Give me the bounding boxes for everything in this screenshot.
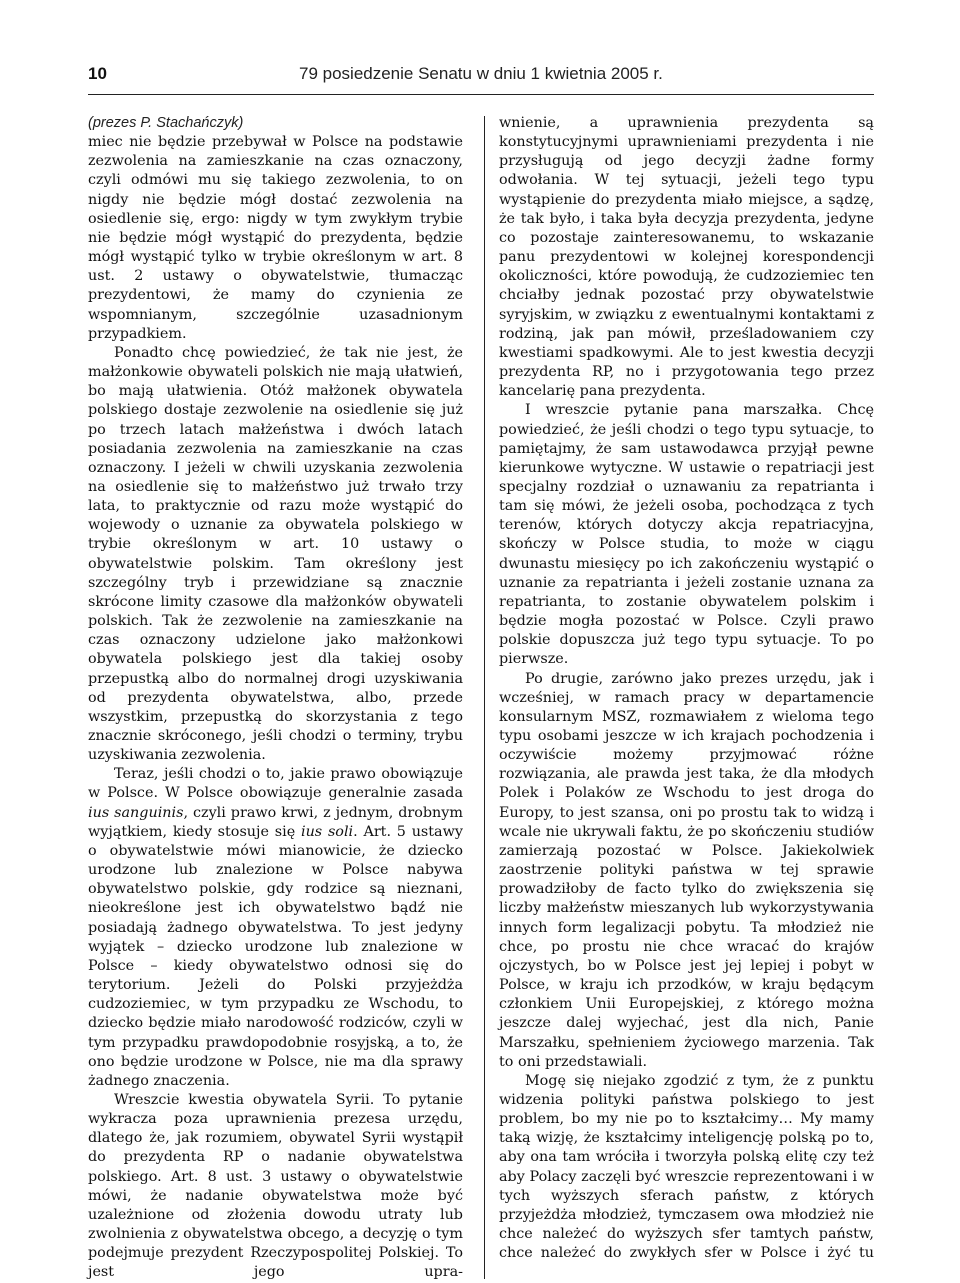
text-run: Teraz, jeśli chodzi o to, jakie prawo obowiązuje w Polsce. W Polsce obowiązuje generalnie zasada [88, 766, 463, 802]
right-paragraph-1: wnienie, a uprawnienia prezydenta są konstytucyjnymi uprawnieniami prezydenta i nie przysługują od jego decyzji żadne formy odwołania. W tej sytuacji, jeżeli tego typu wystąpienie do prezydenta miało miejsce, a sądzę, że tak było, i taka była decyzja prezydenta, jedyne co pozostaje zainteresowanemu, to wskazanie panu prezydentowi w kolejnej korespondencji okoliczności, które powodują, że cudzoziemiec ten chciałby jednak pozostać przy obywatelstwie syryjskim, w związku z ewentualnymi kontaktami z rodziną, jak pan mówił, prześladowaniem czy kwestiami spadkowymi. Ale to jest kwestia decyzji prezydenta RP, no i przygotowania tego przez kancelarię pana prezydenta. [499, 115, 874, 400]
running-title: 79 posiedzenie Senatu w dniu 1 kwietnia 2005 r. [299, 64, 663, 83]
left-paragraph-3 [88, 765, 463, 1091]
right-paragraph-4: Mogę się niejako zgodzić z tym, że z punktu widzenia polityki państwa polskiego to jest problem, bo my nie po to kształcimy… My mamy taką wizję, że kształcimy inteligencję polską po to, aby ona tam wróciła i tworzyła polską elitę czy też aby Polacy zaczęli być wreszcie reprezentowani i w tych wyższych sferach państw, z których przyjeżdża młodzież, tymczasem owa młodzież nie chce należeć do wyższych sfer tamtych państw, chce należeć do zwykłych sfer w Polsce i żyć tu [499, 1072, 874, 1262]
text-run: , czyli prawo krwi, z jednym, drobnym wyjątkiem, kiedy stosuje się [88, 804, 463, 840]
text-run: . Art. 5 ustawy o obywatelstwie mówi mianowicie, że dziecko urodzone lub znalezione w Polsce nabywa obywatelstwo polskie, gdy rodzice są nieznani, nieokreślone jest ich obywatelstwo bądź nie posiadają żadnego obywatelstwa. To jest jedyny wyjątek – dziecko urodzone lub znalezione w Polsce – kiedy obywatelstwo odnosi się do terytorium. Jeżeli do Polski przyjeżdża cudzoziemiec, w tym przypadku ze Wschodu, to dziecko będzie miało narodowość rodziców, czyli w tym przypadku prawdopodobnie rosyjską, a to, że ono będzie urodzone w Polsce, nie ma dla sprawy żadnego znaczenia. [88, 823, 463, 1089]
page-number: 10 [88, 64, 107, 83]
right-column [499, 114, 874, 1263]
left-column [88, 114, 463, 1283]
left-paragraph-4: Wreszcie kwestia obywatela Syrii. To pytanie wykracza poza uprawnienia prezesa urzędu, dlatego że, jak rozumiem, obywatel Syrii wystąpił do prezydenta RP o nadanie obywatelstwa polskiego. Art. 8 ust. 3 ustawy o obywatelstwie mówi, że nadanie obywatelstwa może być uzależnione od złożenia dowodu utraty lub zwolnienia z obywatelstwa obcego, a decyzję o tym podejmuje prezydent Rzeczypospolitej Polskiej. To jest jego upra- [88, 1091, 463, 1281]
latin-term: ius soli [300, 823, 354, 840]
page-header [88, 64, 874, 92]
speaker-label: (prezes P. Stachańczyk) [88, 115, 244, 131]
left-paragraph-1: miec nie będzie przebywał w Polsce na podstawie zezwolenia na zamieszkanie na czas oznaczony, czyli odmówi mu się takiego zezwolenia, to on nigdy nie będzie mógł dostać zezwolenia na osiedlenie się, ergo: nigdy w tym zwykłym trybie nie będzie mógł wystąpić do prezydenta, będzie mógł wystąpić tylko w trybie określonym w art. 8 ust. 2 ustawy o obywatelstwie, tłumacząc prezydentowi, że mamy do czynienia ze wspomnianym, szczególnie uzasadnionym przypadkiem. [88, 134, 463, 342]
left-paragraph-2: Ponadto chcę powiedzieć, że tak nie jest, że małżonkowie obywateli polskich nie mają ułatwień, bo mają ułatwienia. Otóż małżonek obywatela polskiego dostaje zezwolenie na osiedlenie się już po trzech latach małżeństwa i dwóch latach posiadania zezwolenia na zamieszkanie na czas oznaczony. I jeżeli w chwili uzyskania zezwolenia na osiedlenie się to małżeństwo już trwało trzy lata, to praktycznie od razu może wystąpić do wojewody o uznanie za obywatela polskiego w trybie określonym w art. 10 ustawy o obywatelstwie polskim. Tam określony jest szczególny tryb i przewidziane są znacznie skrócone limity czasowe dla małżonków obywateli polskich. Tak że zezwolenie na zamieszkanie na czas oznaczony udzielone jako małżonkowi obywatela polskiego jest dla takiej osoby przepustką albo do normalnej drogi uzyskiwania od prezydenta obywatelstwa, albo, przede wszystkim, przepustką do skorzystania z tego znacznie skróconego, jeśli chodzi o terminy, trybu uzyskiwania zezwolenia. [88, 344, 463, 764]
column-divider [484, 116, 485, 1279]
latin-term: ius sanguinis [88, 804, 184, 821]
header-rule [88, 94, 874, 95]
right-paragraph-3: Po drugie, zarówno jako prezes urzędu, jak i wcześniej, w ramach pracy w departamencie konsularnym MSZ, rozmawiałem z wieloma tego typu osobami jeszcze w ich krajach pochodzenia i oczywiście możemy przyjmować różne rozwiązania, ale prawda jest taka, że dla młodych Polek i Polaków ze Wschodu to jest droga do Europy, to jest szansa, oni po prostu tak to widzą i wcale nie ukrywali faktu, że po skończeniu studiów zamierzają pozostać w Polsce. Jakiekolwiek zaostrzenie polityki państwa w tej sprawie prowadziłoby de facto tylko do zwiększenia się liczby małżeństw mieszanych lub wykorzystywania innych form legalizacji pobytu. Ta młodzież nie chce, po prostu nie chce wracać do krajów ojczystych, bo w Polsce jest jej lepiej i pobyt w Polsce, w kraju ich przodków, w kraju będącym członkiem Unii Europejskiej, z którego można jeszcze dalej wyjechać, jest dla nich, Panie Marszałku, spełnieniem życiowego marzenia. Tak to oni przedstawiali. [499, 670, 874, 1070]
right-paragraph-2: I wreszcie pytanie pana marszałka. Chcę powiedzieć, że jeśli chodzi o tego typu sytuacje, to pamiętajmy, że sam ustawodawca przyjął pewne kierunkowe wytyczne. W ustawie o repatriacji jest specjalny rozdział o uznawaniu za repatrianta i tam się mówi, że jeżeli osoba, pochodząca z tych terenów, których dotyczy akcja repatriacyjna, skończy w Polsce studia, to może w ciągu dwunastu miesięcy po ich zakończeniu wystąpić o uznanie za repatrianta i jeżeli zostanie uznana za repatrianta, to zostanie obywatelem polskim i będzie mogła pozostać w Polsce. Czyli prawo polskie dopuszcza już tego typu sytuacje. To po pierwsze. [499, 402, 874, 668]
